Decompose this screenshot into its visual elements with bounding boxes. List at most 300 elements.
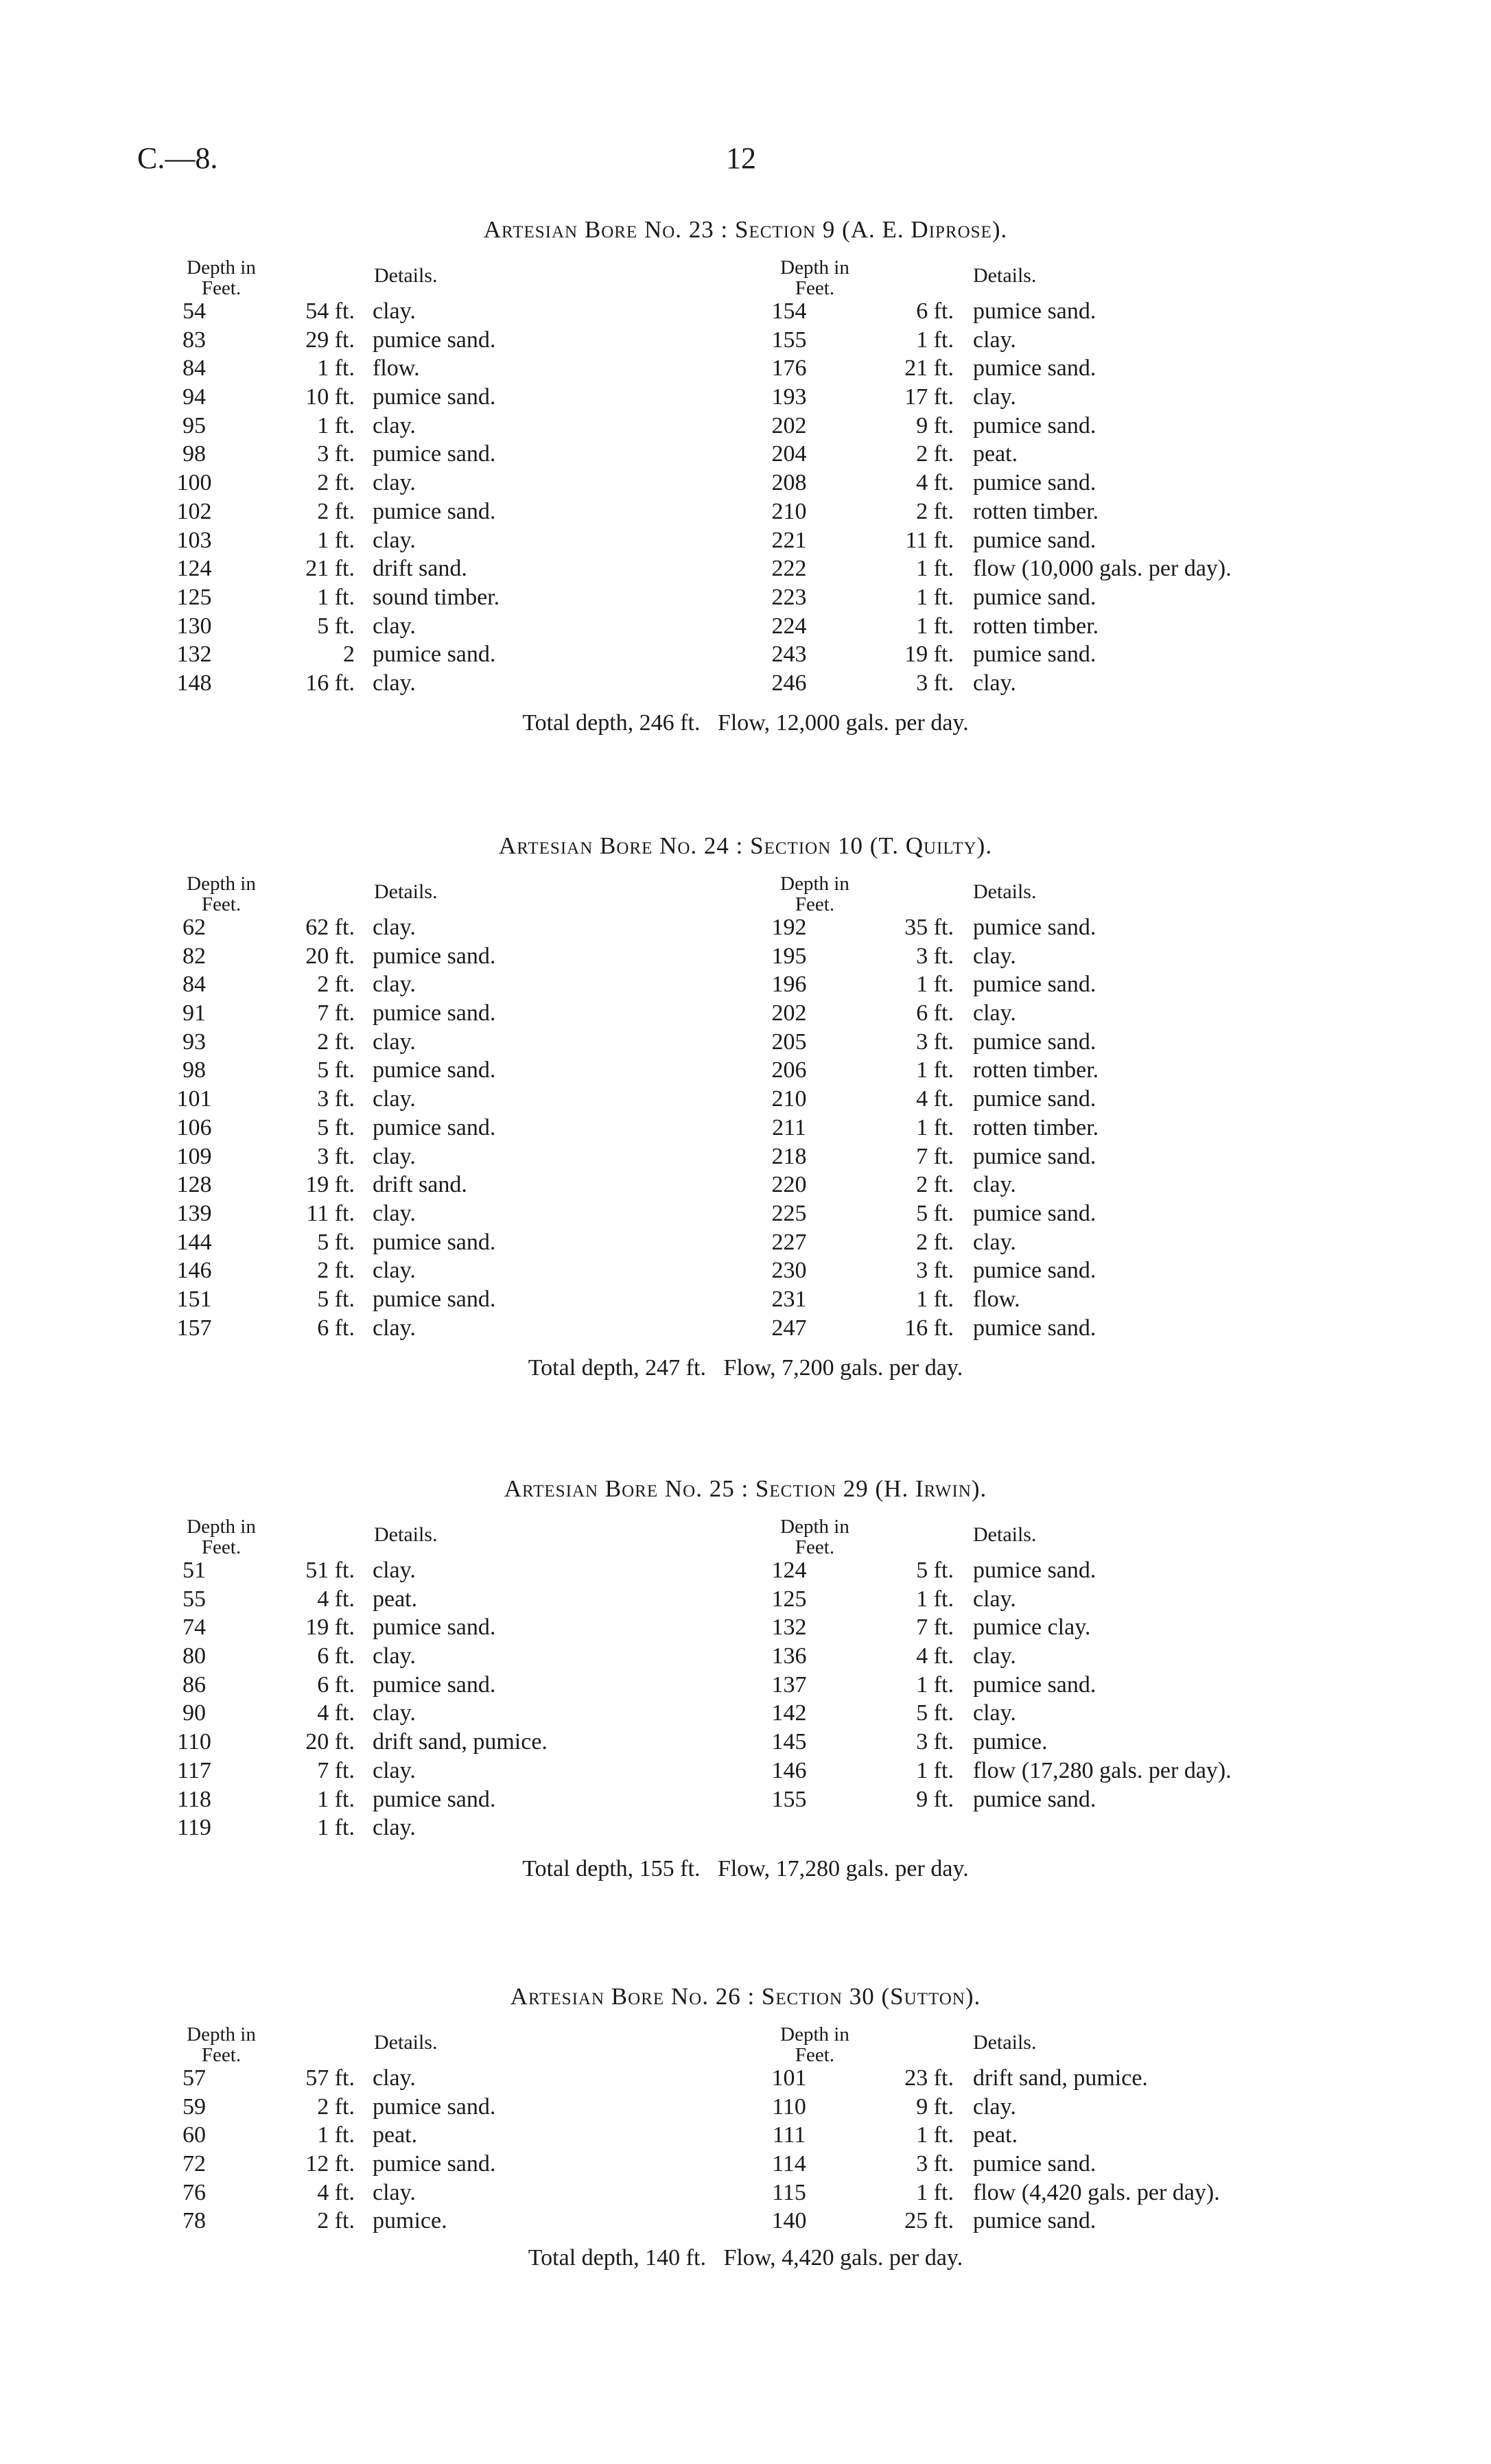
detail-text: pumice sand.	[973, 1786, 1096, 1812]
details-column-header: Details.	[973, 264, 1037, 287]
thickness-value: 1 ft.	[916, 327, 954, 353]
depth-value: 76	[183, 2179, 206, 2205]
thickness-value: 7 ft.	[317, 1757, 355, 1783]
detail-text: clay.	[973, 2093, 1016, 2120]
thickness-value: 54 ft.	[305, 298, 355, 324]
detail-text: clay.	[373, 972, 416, 998]
depth-value: 101	[176, 1086, 212, 1112]
depth-value: 157	[176, 1315, 212, 1341]
detail-text: clay.	[373, 412, 416, 438]
thickness-value: 2 ft.	[317, 972, 355, 998]
depth-value: 210	[771, 498, 807, 524]
details-column-header: Details.	[374, 1523, 438, 1546]
thickness-value: 25 ft.	[904, 2208, 954, 2234]
depth-value: 124	[176, 556, 212, 582]
depth-column-header: Depth in Feet.	[187, 873, 256, 915]
depth-value: 222	[771, 556, 807, 582]
table-row	[0, 1258, 1491, 1287]
thickness-value: 5 ft.	[916, 1200, 954, 1226]
detail-text: pumice sand.	[973, 527, 1096, 553]
detail-text: clay.	[373, 298, 416, 324]
thickness-value: 7 ft.	[317, 1000, 355, 1026]
detail-text: clay.	[973, 1229, 1016, 1255]
table-row	[0, 528, 1491, 556]
thickness-value: 2 ft.	[317, 2208, 355, 2234]
detail-text: pumice sand.	[973, 412, 1096, 438]
table-row	[0, 499, 1491, 528]
thickness-value: 1 ft.	[916, 972, 954, 998]
table-row	[0, 298, 1491, 327]
depth-column-header: Depth in Feet.	[780, 257, 849, 299]
thickness-value: 23 ft.	[904, 2065, 954, 2091]
thickness-value: 6 ft.	[317, 1643, 355, 1669]
depth-value: 243	[771, 642, 807, 668]
detail-text: pumice sand.	[373, 943, 496, 969]
bore-total: Total depth, 155 ft. Flow, 17,280 gals. per day.	[522, 1856, 969, 1881]
detail-text: peat.	[373, 2122, 418, 2148]
thickness-value: 1 ft.	[916, 2122, 954, 2148]
thickness-value: 1 ft.	[317, 1786, 355, 1812]
right-rows	[0, 915, 1491, 1344]
detail-text: clay.	[373, 1086, 416, 1112]
thickness-value: 17 ft.	[904, 384, 954, 410]
detail-text: pumice sand.	[973, 470, 1096, 496]
depth-value: 59	[183, 2093, 206, 2120]
bore-title: Artesian Bore No. 26 : Section 30 (Sutton).	[510, 1983, 981, 2010]
detail-text: clay.	[973, 1643, 1016, 1669]
detail-text: clay.	[373, 670, 416, 696]
thickness-value: 20 ft.	[305, 1729, 355, 1755]
table-row	[0, 1315, 1491, 1344]
depth-value: 93	[183, 1029, 206, 1055]
bore-section	[0, 1983, 1491, 2279]
thickness-value: 1 ft.	[317, 527, 355, 553]
table-row	[0, 384, 1491, 413]
table-row	[0, 1643, 1491, 1672]
detail-text: pumice sand.	[973, 1200, 1096, 1226]
thickness-value: 5 ft.	[916, 1700, 954, 1726]
depth-value: 247	[771, 1315, 807, 1341]
detail-text: rotten timber.	[973, 1057, 1099, 1083]
thickness-value: 2 ft.	[317, 498, 355, 524]
thickness-value: 5 ft.	[916, 1558, 954, 1583]
detail-text: drift sand.	[373, 556, 467, 582]
thickness-value: 4 ft.	[916, 1643, 954, 1669]
thickness-value: 9 ft.	[916, 2093, 954, 2120]
depth-value: 90	[183, 1700, 206, 1726]
depth-value: 210	[771, 1086, 807, 1112]
thickness-value: 11 ft.	[306, 1200, 355, 1226]
right-rows	[0, 1558, 1491, 1815]
depth-value: 192	[771, 915, 807, 940]
thickness-value: 6 ft.	[317, 1315, 355, 1341]
depth-value: 51	[183, 1558, 206, 1583]
table-row	[0, 413, 1491, 442]
depth-value: 101	[771, 2065, 807, 2091]
depth-value: 230	[771, 1258, 807, 1284]
table-row	[0, 1000, 1491, 1029]
depth-value: 115	[772, 2179, 806, 2205]
depth-value: 103	[176, 527, 212, 553]
depth-value: 146	[771, 1757, 807, 1783]
thickness-value: 11 ft.	[905, 527, 954, 553]
bore-total: Total depth, 246 ft. Flow, 12,000 gals. per day.	[522, 710, 969, 736]
table-row	[0, 2208, 1491, 2237]
thickness-value: 29 ft.	[305, 327, 355, 353]
thickness-value: 3 ft.	[916, 2151, 954, 2177]
depth-value: 132	[771, 1615, 807, 1641]
right-rows	[0, 298, 1491, 699]
thickness-value: 35 ft.	[904, 915, 954, 940]
detail-text: drift sand.	[373, 1172, 467, 1198]
thickness-value: 2 ft.	[317, 470, 355, 496]
detail-text: clay.	[373, 1143, 416, 1169]
depth-value: 98	[183, 441, 206, 467]
detail-text: pumice sand.	[973, 1086, 1096, 1112]
depth-value: 223	[771, 584, 807, 610]
table-row	[0, 670, 1491, 699]
bore-section	[0, 1475, 1491, 1890]
bore-title: Artesian Bore No. 23 : Section 9 (A. E. Diprose).	[483, 216, 1008, 243]
thickness-value: 4 ft.	[916, 470, 954, 496]
table-row	[0, 355, 1491, 384]
thickness-value: 62 ft.	[305, 915, 355, 940]
detail-text: pumice sand.	[973, 1143, 1096, 1169]
detail-text: clay.	[973, 1000, 1016, 1026]
detail-text: clay.	[373, 1815, 416, 1841]
depth-column-header: Depth in Feet.	[187, 2023, 256, 2066]
depth-value: 98	[183, 1057, 206, 1083]
table-row	[0, 1287, 1491, 1315]
thickness-value: 1 ft.	[916, 584, 954, 610]
thickness-value: 1 ft.	[916, 1057, 954, 1083]
depth-value: 196	[771, 972, 807, 998]
depth-value: 246	[771, 670, 807, 696]
table-row	[0, 327, 1491, 356]
table-row	[0, 1787, 1491, 1816]
detail-text: clay.	[373, 1029, 416, 1055]
thickness-value: 3 ft.	[317, 1143, 355, 1169]
thickness-value: 4 ft.	[916, 1086, 954, 1112]
detail-text: flow (10,000 gals. per day).	[973, 556, 1232, 582]
depth-value: 218	[771, 1143, 807, 1169]
detail-text: flow.	[973, 1286, 1020, 1312]
depth-value: 95	[183, 412, 206, 438]
depth-value: 220	[771, 1172, 807, 1198]
thickness-value: 2 ft.	[317, 1029, 355, 1055]
table-row	[0, 1201, 1491, 1230]
depth-column-header: Depth in Feet.	[780, 873, 849, 915]
detail-text: pumice sand.	[373, 2151, 496, 2177]
table-row	[0, 1672, 1491, 1701]
detail-text: clay.	[373, 1315, 416, 1341]
detail-text: flow (4,420 gals. per day).	[973, 2179, 1220, 2205]
depth-value: 124	[771, 1558, 807, 1583]
depth-value: 106	[176, 1114, 212, 1140]
detail-text: pumice.	[973, 1729, 1048, 1755]
depth-column-header: Depth in Feet.	[187, 1516, 256, 1558]
thickness-value: 1 ft.	[317, 412, 355, 438]
bore-title: Artesian Bore No. 24 : Section 10 (T. Quilty).	[498, 832, 993, 859]
depth-value: 204	[771, 441, 807, 467]
depth-value: 128	[176, 1172, 212, 1198]
detail-text: pumice sand.	[373, 642, 496, 668]
table-row	[0, 972, 1491, 1000]
detail-text: peat.	[973, 2122, 1018, 2148]
detail-text: peat.	[973, 441, 1018, 467]
table-row	[0, 642, 1491, 670]
depth-value: 193	[771, 384, 807, 410]
depth-value: 54	[183, 298, 206, 324]
table-row	[0, 1558, 1491, 1586]
thickness-value: 5 ft.	[317, 1229, 355, 1255]
detail-text: rotten timber.	[973, 1114, 1099, 1140]
depth-value: 140	[771, 2208, 807, 2234]
table-row	[0, 1615, 1491, 1643]
thickness-value: 2 ft.	[916, 498, 954, 524]
detail-text: pumice sand.	[973, 1558, 1096, 1583]
detail-text: clay.	[373, 527, 416, 553]
depth-value: 221	[771, 527, 807, 553]
table-row	[0, 1029, 1491, 1058]
detail-text: drift sand, pumice.	[373, 1729, 548, 1755]
bore-total: Total depth, 247 ft. Flow, 7,200 gals. per day.	[528, 1355, 963, 1381]
thickness-value: 2 ft.	[317, 2093, 355, 2120]
detail-text: clay.	[373, 1757, 416, 1783]
detail-text: pumice sand.	[973, 2151, 1096, 2177]
depth-value: 102	[176, 498, 212, 524]
table-row	[0, 1115, 1491, 1144]
bore-title: Artesian Bore No. 25 : Section 29 (H. Irwin).	[504, 1475, 987, 1502]
detail-text: peat.	[373, 1586, 418, 1612]
detail-text: pumice sand.	[373, 1057, 496, 1083]
document-reference: C.—8.	[137, 141, 218, 175]
detail-text: pumice sand.	[973, 915, 1096, 940]
thickness-value: 5 ft.	[317, 1057, 355, 1083]
detail-text: pumice sand.	[373, 1786, 496, 1812]
thickness-value: 7 ft.	[916, 1615, 954, 1641]
table-row	[0, 2151, 1491, 2180]
thickness-value: 9 ft.	[916, 412, 954, 438]
details-column-header: Details.	[973, 1523, 1037, 1546]
table-row	[0, 943, 1491, 972]
detail-text: clay.	[373, 613, 416, 639]
detail-text: pumice sand.	[373, 441, 496, 467]
detail-text: flow (17,280 gals. per day).	[973, 1757, 1232, 1783]
depth-value: 83	[183, 327, 206, 353]
thickness-value: 3 ft.	[916, 1258, 954, 1284]
thickness-value: 16 ft.	[904, 1315, 954, 1341]
depth-value: 136	[771, 1643, 807, 1669]
detail-text: clay.	[373, 1643, 416, 1669]
depth-value: 137	[771, 1671, 807, 1698]
depth-value: 139	[176, 1200, 212, 1226]
detail-text: clay.	[373, 915, 416, 940]
bore-total: Total depth, 140 ft. Flow, 4,420 gals. per day.	[528, 2245, 963, 2271]
thickness-value: 21 ft.	[904, 355, 954, 382]
depth-value: 148	[176, 670, 212, 696]
table-row	[0, 1144, 1491, 1173]
detail-text: drift sand, pumice.	[973, 2065, 1148, 2091]
thickness-value: 3 ft.	[317, 441, 355, 467]
detail-text: clay.	[973, 1586, 1016, 1612]
depth-value: 60	[183, 2122, 206, 2148]
depth-value: 114	[772, 2151, 806, 2177]
detail-text: pumice sand.	[373, 1615, 496, 1641]
thickness-value: 1 ft.	[317, 1815, 355, 1841]
thickness-value: 3 ft.	[916, 1029, 954, 1055]
depth-value: 145	[771, 1729, 807, 1755]
detail-text: clay.	[373, 470, 416, 496]
depth-value: 125	[771, 1586, 807, 1612]
depth-value: 111	[772, 2122, 806, 2148]
detail-text: pumice sand.	[373, 1671, 496, 1698]
thickness-value: 6 ft.	[916, 1000, 954, 1026]
depth-column-header: Depth in Feet.	[187, 257, 256, 299]
depth-value: 195	[771, 943, 807, 969]
depth-value: 110	[177, 1729, 211, 1755]
thickness-value: 1 ft.	[916, 1757, 954, 1783]
thickness-value: 3 ft.	[317, 1086, 355, 1112]
detail-text: clay.	[973, 1172, 1016, 1198]
thickness-value: 5 ft.	[317, 613, 355, 639]
thickness-value: 1 ft.	[916, 556, 954, 582]
details-column-header: Details.	[374, 264, 438, 287]
depth-value: 62	[183, 915, 206, 940]
depth-value: 202	[771, 412, 807, 438]
depth-value: 211	[772, 1114, 806, 1140]
thickness-value: 5 ft.	[317, 1286, 355, 1312]
table-row	[0, 1700, 1491, 1729]
depth-value: 55	[183, 1586, 206, 1612]
depth-value: 146	[176, 1258, 212, 1284]
page-number: 12	[726, 141, 756, 175]
detail-text: pumice sand.	[973, 2208, 1096, 2234]
table-row	[0, 2122, 1491, 2151]
depth-value: 117	[177, 1757, 211, 1783]
table-row	[0, 1086, 1491, 1115]
detail-text: rotten timber.	[973, 498, 1099, 524]
table-row	[0, 915, 1491, 943]
depth-value: 94	[183, 384, 206, 410]
thickness-value: 16 ft.	[305, 670, 355, 696]
table-row	[0, 2180, 1491, 2209]
depth-column-header: Depth in Feet.	[780, 1516, 849, 1558]
detail-text: clay.	[373, 2179, 416, 2205]
depth-value: 110	[772, 2093, 806, 2120]
detail-text: pumice sand.	[973, 1671, 1096, 1698]
detail-text: pumice sand.	[373, 1000, 496, 1026]
detail-text: pumice sand.	[373, 2093, 496, 2120]
depth-value: 86	[183, 1671, 206, 1698]
depth-value: 57	[183, 2065, 206, 2091]
details-column-header: Details.	[374, 2031, 438, 2054]
depth-value: 84	[183, 355, 206, 382]
thickness-value: 19 ft.	[904, 642, 954, 668]
depth-value: 78	[183, 2208, 206, 2234]
depth-value: 91	[183, 1000, 206, 1026]
detail-text: clay.	[373, 1258, 416, 1284]
thickness-value: 1 ft.	[916, 613, 954, 639]
thickness-value: 4 ft.	[317, 2179, 355, 2205]
detail-text: clay.	[973, 384, 1016, 410]
details-column-header: Details.	[374, 880, 438, 903]
table-row	[0, 470, 1491, 499]
depth-value: 176	[771, 355, 807, 382]
thickness-value: 4 ft.	[317, 1700, 355, 1726]
table-row	[0, 2094, 1491, 2123]
thickness-value: 2 ft.	[916, 1229, 954, 1255]
depth-value: 119	[177, 1815, 211, 1841]
thickness-value: 4 ft.	[317, 1586, 355, 1612]
thickness-value: 57 ft.	[305, 2065, 355, 2091]
table-row	[0, 556, 1491, 585]
table-row	[0, 2065, 1491, 2094]
detail-text: clay.	[373, 1558, 416, 1583]
detail-text: pumice sand.	[973, 1258, 1096, 1284]
detail-text: sound timber.	[373, 584, 500, 610]
thickness-value: 2	[343, 642, 355, 668]
detail-text: pumice sand.	[973, 355, 1096, 382]
thickness-value: 21 ft.	[305, 556, 355, 582]
thickness-value: 10 ft.	[305, 384, 355, 410]
thickness-value: 5 ft.	[317, 1114, 355, 1140]
detail-text: pumice sand.	[973, 972, 1096, 998]
thickness-value: 1 ft.	[916, 1114, 954, 1140]
detail-text: pumice clay.	[973, 1615, 1091, 1641]
table-row	[0, 1230, 1491, 1258]
depth-value: 80	[183, 1643, 206, 1669]
table-row	[0, 585, 1491, 613]
detail-text: pumice.	[373, 2208, 447, 2234]
detail-text: pumice sand.	[373, 384, 496, 410]
depth-value: 142	[771, 1700, 807, 1726]
thickness-value: 2 ft.	[916, 1172, 954, 1198]
table-row	[0, 1729, 1491, 1758]
depth-column-header: Depth in Feet.	[780, 2023, 849, 2066]
thickness-value: 2 ft.	[916, 441, 954, 467]
thickness-value: 1 ft.	[317, 2122, 355, 2148]
table-row	[0, 1172, 1491, 1201]
detail-text: clay.	[373, 1700, 416, 1726]
detail-text: clay.	[973, 943, 1016, 969]
detail-text: clay.	[973, 1700, 1016, 1726]
thickness-value: 6 ft.	[916, 298, 954, 324]
depth-value: 202	[771, 1000, 807, 1026]
thickness-value: 19 ft.	[305, 1172, 355, 1198]
detail-text: rotten timber.	[973, 613, 1099, 639]
depth-value: 125	[176, 584, 212, 610]
thickness-value: 3 ft.	[916, 943, 954, 969]
depth-value: 130	[176, 613, 212, 639]
detail-text: pumice sand.	[373, 498, 496, 524]
detail-text: pumice sand.	[973, 298, 1096, 324]
depth-value: 154	[771, 298, 807, 324]
table-row	[0, 1815, 1491, 1844]
depth-value: 208	[771, 470, 807, 496]
details-column-header: Details.	[973, 880, 1037, 903]
depth-value: 227	[771, 1229, 807, 1255]
detail-text: pumice sand.	[373, 1286, 496, 1312]
thickness-value: 51 ft.	[305, 1558, 355, 1583]
depth-value: 84	[183, 972, 206, 998]
depth-value: 109	[176, 1143, 212, 1169]
detail-text: flow.	[373, 355, 420, 382]
thickness-value: 3 ft.	[916, 1729, 954, 1755]
thickness-value: 12 ft.	[305, 2151, 355, 2177]
detail-text: pumice sand.	[973, 584, 1096, 610]
detail-text: pumice sand.	[973, 1029, 1096, 1055]
